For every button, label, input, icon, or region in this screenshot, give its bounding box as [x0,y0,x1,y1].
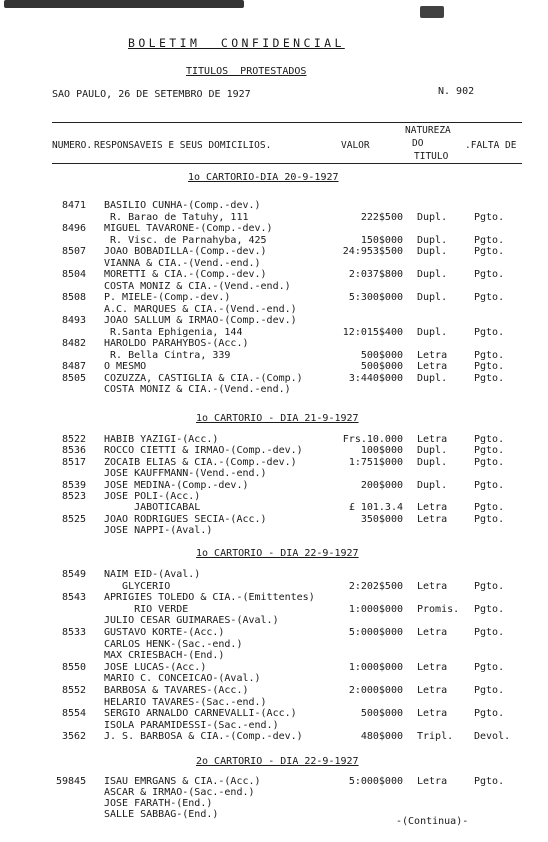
entry-value: 500$000 [360,349,403,361]
bulletin-subtitle: TITULOS PROTESTADOS [186,66,307,77]
continua-note: -(Continua)- [396,816,469,827]
entry-nature: Dupl. [417,456,448,468]
entry-reason: Pgto. [474,708,505,720]
dateline: SAO PAULO, 26 DE SETEMBRO DE 1927 [52,89,251,100]
entry-nature: Dupl. [417,246,448,257]
col-responsaveis: RESPONSAVEIS E SEUS DOMICILIOS. [94,140,272,151]
entry-nature: Letra [417,627,448,638]
entry-party: MAX CRIESBACH-(End.) [104,650,225,662]
col-falta: .FALTA DE [465,140,517,151]
ink-smudge-top-left [4,0,244,8]
entry-number: 8508 [62,292,87,303]
entry-party: R. Visc. de Parnahyba, 425 [104,234,267,246]
entry-number: 8493 [62,315,87,326]
entry-value: 5:000$000 [348,627,403,638]
entry-value: 1:751$000 [348,456,403,468]
entry-number: 8471 [62,200,87,211]
entry-number: 8505 [62,372,87,384]
entry-party: JABOTICABAL [104,502,201,514]
entry-party: MARIO C. CONCEICAO-(Aval.) [104,673,261,685]
entry-party: ASCAR & IRMAO-(Sac.-end.) [104,787,255,798]
entry-party: ROCCO CIETTI & IRMAO-(Comp.-dev.) [104,445,303,457]
entry-nature: Dupl. [417,211,448,223]
entry-party: JOAO SALLUM & IRMAO-(Comp.-dev.) [104,315,297,326]
entry-party: SERGIO ARNALDO CARNEVALLI-(Acc.) [104,708,297,720]
entry-party: NAIM EID-(Aval.) [104,569,201,580]
entry-nature: Letra [417,661,448,673]
entry-value: 350$000 [360,513,403,525]
entry-party: JOSE LUCAS-(Acc.) [104,661,207,673]
entry-reason: Pgto. [474,234,505,246]
section-heading: 1o CARTORIO - DIA 21-9-1927 [196,413,359,424]
entry-reason: Pgto. [474,776,505,787]
col-natureza-2: DO [412,138,424,149]
entry-number: 8552 [62,685,87,696]
entry-nature: Letra [417,776,448,787]
entry-reason: Pgto. [474,269,505,280]
entry-party: R. Bella Cintra, 339 [104,349,231,361]
entry-nature: Letra [417,434,448,445]
entry-reason: Pgto. [474,580,505,592]
entry-number: 8550 [62,661,87,673]
entry-value: 150$000 [360,234,403,246]
entry-value: 24:953$500 [342,246,403,257]
entry-reason: Pgto. [474,627,505,638]
col-valor: VALOR [341,140,370,151]
entry-party: RIO VERDE [104,603,189,615]
entry-number: 8533 [62,627,87,638]
entry-value: 500$000 [360,361,403,372]
entry-party: COZUZZA, CASTIGLIA & CIA.-(Comp.) [104,372,303,384]
entry-party: ISAU EMRGANS & CIA.-(Acc.) [104,776,261,787]
entry-nature: Letra [417,502,448,514]
entry-reason: Pgto. [474,372,505,384]
entry-party: GUSTAVO KORTE-(Acc.) [104,627,225,638]
entry-number: 8507 [62,246,87,257]
entry-party: O MESMO [104,361,147,372]
entry-party: BARBOSA & TAVARES-(Acc.) [104,685,249,696]
entry-party: JOSE NAPPI-(Aval.) [104,525,213,537]
entry-party: P. MIELE-(Comp.-dev.) [104,292,231,303]
entry-value: 480$000 [360,731,403,743]
entry-value: 222$500 [360,211,403,223]
entry-number: 8504 [62,269,87,280]
entry-party: HELARIO TAVARES-(Sac.-end.) [104,696,267,708]
entry-value: Frs.10.000 [342,434,403,445]
entry-reason: Pgto. [474,603,505,615]
entry-reason: Pgto. [474,246,505,257]
entry-reason: Pgto. [474,685,505,696]
entry-value: 12:015$400 [342,326,403,338]
entry-reason: Pgto. [474,456,505,468]
entry-party: JOSE POLI-(Acc.) [104,491,201,502]
entry-party: ZOCAIB ELIAS & CIA.-(Comp.-dev.) [104,456,297,468]
entry-number: 8539 [62,479,87,491]
entry-nature: Promis. [417,603,460,615]
entry-party: JOSE FARATH-(End.) [104,798,213,809]
entry-party: COSTA MONIZ & CIA.-(Vend.-end.) [104,384,291,395]
entry-reason: Pgto. [474,292,505,303]
entry-nature: Dupl. [417,269,448,280]
entry-number: 8554 [62,708,87,720]
section-heading: 2o CARTORIO - DIA 22-9-1927 [196,756,359,767]
entry-nature: Letra [417,580,448,592]
entry-value: 5:300$000 [348,292,403,303]
entry-value: 2:202$500 [348,580,403,592]
entry-party: HABIB YAZIGI-(Acc.) [104,434,219,445]
entry-value: 1:000$000 [348,603,403,615]
entry-reason: Pgto. [474,445,505,457]
entry-number: 3562 [62,731,87,743]
entry-party: JOAO RODRIGUES SECIA-(Acc.) [104,513,267,525]
entry-nature: Letra [417,685,448,696]
entry-party: R.Santa Ephigenia, 144 [104,326,243,338]
section-heading: 1o CARTORIO-DIA 20-9-1927 [188,172,339,183]
entry-number: 8517 [62,456,87,468]
entry-number: 8549 [62,569,87,580]
entry-party: J. S. BARBOSA & CIA.-(Comp.-dev.) [104,731,303,743]
entry-nature: Letra [417,708,448,720]
entry-reason: Pgto. [474,361,505,372]
entry-nature: Letra [417,513,448,525]
entry-nature: Dupl. [417,234,448,246]
entry-reason: Pgto. [474,479,505,491]
entry-party: APRIGIES TOLEDO & CIA.-(Emittentes) [104,592,315,604]
entry-party: A.C. MARQUES & CIA.-(Vend.-end.) [104,303,297,315]
entry-nature: Letra [417,349,448,361]
entry-party: HAROLDO PARAHYBOS-(Acc.) [104,338,249,349]
entry-nature: Dupl. [417,445,448,457]
entry-nature: Letra [417,361,448,372]
entry-party: GLYCERIO [104,580,171,592]
entry-party: JOSE MEDINA-(Comp.-dev.) [104,479,249,491]
entry-party: JOAO BOBADILLA-(Comp.-dev.) [104,246,267,257]
entry-value: £ 101.3.4 [348,502,403,514]
entry-party: MIGUEL TAVARONE-(Comp.-dev.) [104,223,273,234]
entry-value: 5:000$000 [348,776,403,787]
entry-value: 2:000$000 [348,685,403,696]
entry-reason: Pgto. [474,349,505,361]
entry-reason: Pgto. [474,502,505,514]
entry-party: R. Barao de Tatuhy, 111 [104,211,249,223]
entry-party: COSTA MONIZ & CIA.-(Vend.-end.) [104,280,291,292]
entry-party: BASILIO CUNHA-(Comp.-dev.) [104,200,261,211]
header-rule-bottom [52,163,522,164]
entry-reason: Pgto. [474,661,505,673]
entry-party: JOSE KAUFFMANN-(Vend.-end.) [104,468,267,480]
entry-value: 2:037$800 [348,269,403,280]
bulletin-title: BOLETIM CONFIDENCIAL [128,36,345,50]
entry-value: 100$000 [360,445,403,457]
entry-number: 8496 [62,223,87,234]
entry-number: 8482 [62,338,87,349]
section-heading: 1o CARTORIO - DIA 22-9-1927 [196,548,359,559]
col-natureza-3: TITULO [414,151,449,162]
entry-party: ISOLA PARAMIDESSI-(Sac.-end.) [104,719,279,731]
entry-number: 8487 [62,361,87,372]
entry-nature: Dupl. [417,479,448,491]
col-natureza-1: NATUREZA [405,125,451,136]
entry-number: 8522 [62,434,87,445]
entry-party: SALLE SABBAG-(End.) [104,809,219,820]
entry-reason: Devol. [474,731,511,743]
entry-reason: Pgto. [474,513,505,525]
entry-value: 500$000 [360,708,403,720]
entry-number: 8536 [62,445,87,457]
entry-party: CARLOS HENK-(Sac.-end.) [104,638,243,650]
entry-reason: Pgto. [474,434,505,445]
entry-nature: Dupl. [417,292,448,303]
header-rule-top [52,122,522,123]
entry-party: JULIO CESAR GUIMARAES-(Aval.) [104,615,279,627]
entry-party: VIANNA & CIA.-(Vend.-end.) [104,257,261,269]
entry-number: 8543 [62,592,87,604]
entry-reason: Pgto. [474,211,505,223]
entry-number: 8523 [62,491,87,502]
entry-value: 200$000 [360,479,403,491]
entry-value: 3:440$000 [348,372,403,384]
entry-party: MORETTI & CIA.-(Comp.-dev.) [104,269,267,280]
entry-nature: Dupl. [417,326,448,338]
ink-smudge-top-right [420,6,444,18]
col-numero: NUMERO. [52,140,93,151]
entry-number: 59845 [56,776,87,787]
entry-reason: Pgto. [474,326,505,338]
entry-value: 1:000$000 [348,661,403,673]
entry-nature: Tripl. [417,731,454,743]
bulletin-number: N. 902 [438,86,475,97]
entry-nature: Dupl. [417,372,448,384]
entry-number: 8525 [62,513,87,525]
